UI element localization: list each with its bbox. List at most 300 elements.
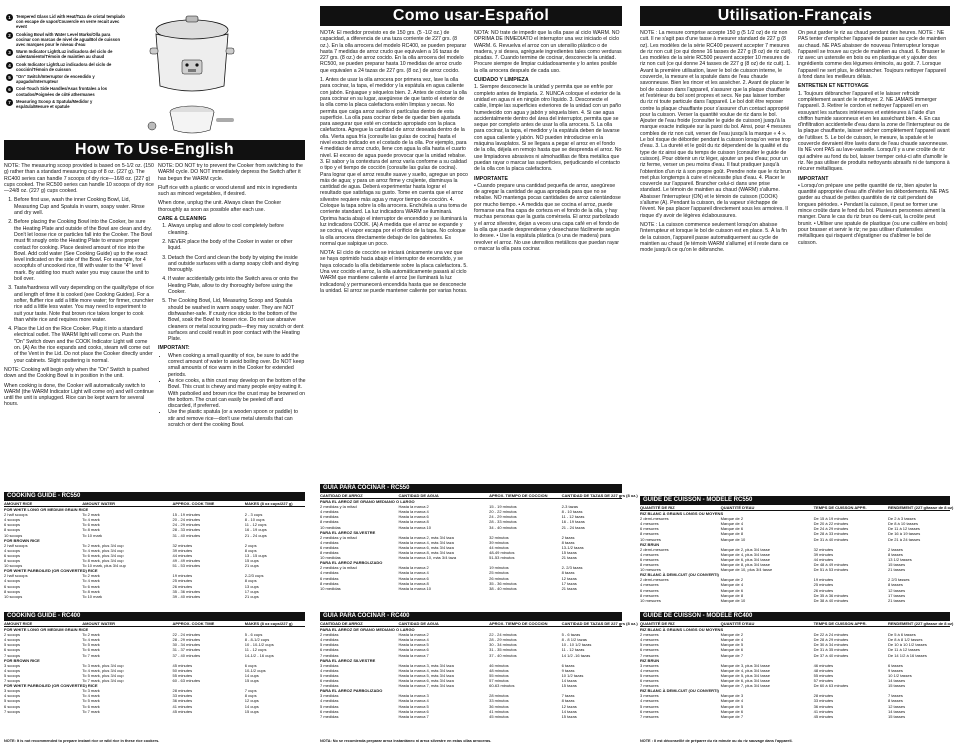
table-cell: 5 scoops: [4, 698, 21, 704]
table-cell: 8 - 8-1/2 cups: [244, 637, 270, 643]
table-cell: 10 scoops: [4, 593, 23, 599]
table-cell: 31 - 35 minutos: [489, 647, 517, 653]
table-section-label: PARA EL ARROZ DE GRANO MEDIANO O LARGO: [320, 499, 415, 505]
table-title: GUIA PARA COCINAR - RC550: [320, 484, 622, 493]
table-cell: 32 minutes: [172, 542, 193, 548]
table-cell: 28 - 29 minutos: [489, 637, 517, 643]
table-cell: 8 mesures: [640, 562, 659, 568]
table-title: GUIA PARA COCINAR - RC400: [320, 612, 622, 621]
table-cell: 10-1/2 cups: [244, 667, 266, 673]
right-handle: [226, 48, 234, 54]
legend-text: Tempered Glass Lid with Heat/Taza de cristal templado con escape de vapor/Couvercle en verre recuit avec event: [16, 14, 125, 30]
table-cell: Marque de 2: [720, 632, 744, 638]
table-section-label: FOR BROWN RICE: [4, 657, 40, 663]
table-section-label: RIZ BLANC À DEMI-CUIT (OU CONVERTI): [640, 688, 719, 694]
table-cell: Marque de 4: [720, 637, 744, 643]
english-note-warm: NOTE: DO NOT try to prevent the Cooker from switching to the WARM cycle. DO NOT immediately depress the Switch after it has begun the WARM cycle.: [158, 163, 303, 182]
english-care-item: 2. NEVER place the body of the Cooker in water or other liquid.: [168, 239, 306, 252]
table-cell: 4 scoops: [4, 667, 21, 673]
table-cell: 11 - 12 tazas: [561, 514, 585, 520]
table-cell: De 8 à 10 tasses: [887, 521, 919, 527]
table-cell: To 2 mark: [82, 512, 100, 518]
legend-item: [6, 99, 126, 109]
table-cell: 25 minutos: [489, 570, 509, 576]
table-cell: Hasta la marca 4: [398, 570, 429, 576]
scoop-shape: [148, 122, 156, 130]
table-cell: Hasta la marca 7: [398, 652, 429, 658]
table-cell: To 5 mark, plus 3/4 cup: [82, 672, 124, 678]
table-cell: 8 medidas: [320, 519, 339, 525]
table-cell: 15 cups: [244, 678, 259, 684]
table-cell: 21 cups: [244, 593, 259, 599]
table-cell: De 38 à 40 minutes: [813, 597, 849, 603]
table-header-cell: APROX. TIEMPO DE COCCION: [489, 621, 548, 626]
table-cell: 7 mesures: [640, 652, 659, 658]
table-cell: 20 - 22 minutos: [489, 509, 517, 515]
table-section-label: PARA EL ARROZ PARBOLIZADO: [320, 560, 383, 566]
legend-number-badge: 5: [6, 74, 13, 81]
table-cell: 8 scoops: [4, 527, 21, 533]
table-cell: 5 - 6 cups: [244, 632, 263, 638]
table-cell: 45 minutes: [813, 713, 834, 719]
table-cell: To 6 mark, plus 3/4 cup: [82, 552, 124, 558]
table-cell: De 60 à 63 minutes: [813, 683, 849, 689]
table-row: [640, 537, 950, 542]
table-cell: 48 minutes: [813, 667, 834, 673]
table-cell: 10 mesures: [640, 597, 661, 603]
table-cell: 6 cups: [244, 662, 257, 668]
legend-number-badge: 2: [6, 32, 13, 39]
table-row: [4, 533, 305, 538]
table-cell: 3 medidas: [320, 662, 339, 668]
english-note-start: NOTE: Cooking will begin only when the "On" Switch is pushed down and the Cooking Bowl is in position in the unit.: [4, 366, 149, 380]
table-cell: Hasta la marca 3, más 3/4 taza: [398, 662, 454, 668]
table-cell: 20 - 24 minutes: [172, 517, 201, 523]
table-cell: 55 minutes: [813, 672, 834, 678]
table-cell: 7 medidas: [320, 713, 339, 719]
table-cell: 5 medidas: [320, 703, 339, 709]
table-cell: 15 - 19 minutos: [489, 504, 517, 510]
table-cell: 31 - 37 minutes: [172, 647, 201, 653]
table-cell: Marque de 7: [720, 652, 744, 658]
table-cell: 8 mesures: [640, 592, 659, 598]
table-cell: 26 minutes: [813, 587, 834, 593]
table-cell: 19 minutes: [172, 573, 193, 579]
spanish-steps: 1. Antes de usar la olla arrocera por primera vez, lave la olla para cocinar, la tapa, el medidor y la espátula en agua caliente con jabón. Enjuague y séquelos bien. 2. Antes de colocar la olla para cocinar en su lugar, asegúrese de que tanto el exterior de la olla como la placa calefactora estén limpias y secas. No permita que caiga arroz suelto ni partículas dentro de esta superficie. La olla para cocinar debe de quedar bien ajustada para asegurar que esté en contacto apropiado con la placa calefactora. Agregue la cantidad de arroz deseada dentro de la olla. Vierta agua fría (consulte las guías de cocina) hasta el nivel exacto indicado en el costado de la olla. Por ejemplo, para 4 medidas de arroz crudo, llene con agua la olla hasta el cuarto nivel. El exceso de agua puede provocar que la unidad rebalse. 3. El sabor y la contextura del arroz varía conforme a su calidad o tipo y el tiempo de cocción (consulte las guías de cocina). Para lograr que el arroz resulte suave y suelto, agregue un poco más de agua; y para un arroz firme y crujiente, disminuya la cantidad de agua. Deberá experimentar hasta lograr el resultado que satisfaga su gusto. Tome en cuenta que el arroz silvestre requiere más agua y mayor tiempo de cocción. 4. Coloque la tapa sobre la olla arrocera. Enchúfela a una toma de corriente standard. La luz indicadora WARM se iluminará. Oprima hacia abajo el interruptor de encendido y se iluminará la luz indicadora COOK. (A) A medida que el arroz se expande y se cocina, el vapor escapa por el orificio de la tapa. No coloque la olla arrocera directamente debajo de los gabinetes. Es normal que salpique un poco.: [320, 77, 468, 247]
table-cell: 12 tazas: [561, 703, 577, 709]
table-cell: 4 scoops: [4, 578, 21, 584]
table-cell: 24 - 29 minutos: [489, 514, 517, 520]
table-cell: 46 minutos: [489, 662, 509, 668]
table-cell: 48 minutos: [489, 667, 509, 673]
table-cell: Marque de 4, plus 3/4 tasse: [720, 551, 770, 557]
table-row: [4, 594, 305, 599]
rice-cooker-diagram: [146, 8, 238, 140]
table-cell: 28 - 33 minutos: [489, 519, 517, 525]
table-cell: Hasta la marca 6: [398, 575, 429, 581]
table-header-cell: TEMPS DE CUISSON APPR.: [813, 621, 867, 626]
french-important-heading: IMPORTANT: [798, 175, 829, 182]
table-cell: 21 tasses: [887, 597, 906, 603]
table-cell: 35 - 36 minutes: [172, 588, 201, 594]
table-cell: 15 cups: [244, 558, 259, 564]
spanish-care-text: 1. Siempre desconecte la unidad y permita que se enfríe por completo antes de limpiarla. 2. NUNCA coloque el exterior de la unidad en agua ni en ningún otro líquido. 3. Desconecte el cable, limpie las superficies exteriores de la unidad con un paño humedecido con agua y jabón y séquela bien. 4. Si cae agua accidentalmente dentro del área del interruptor, permita que se seque por completo antes de usar la olla arrocera. 5. La olla para cocinar, la tapa, el medidor y la espátula deben de lavarse con agua caliente y jabón. NO pueden introducirse en la máquina lavaplatos. Si se llegara a pegar el arroz en el fondo de la olla, déjela en remojo hasta que se desprenda el arroz. No use limpiadores abrasivos ni almohadillas de fibra metálica que puedan rayar o marcar las superficies, perjudicando el contacto de la olla con la placa calefactora.: [474, 84, 622, 173]
table-header-cell: QUANTITÉ D'EAU: [720, 505, 755, 510]
table-cell: 5 - 6 tazas: [561, 632, 581, 638]
table-cell: Marque de 6, plus 3/4 tasse: [720, 678, 770, 684]
table-cell: De 10 à 10 1/2 tasses: [887, 642, 927, 648]
table-cell: Hasta la marca 6: [398, 514, 429, 520]
table-cell: 8 mesures: [640, 531, 659, 537]
table-cell: 8 tazas: [561, 539, 575, 545]
table-cell: Marque de 4: [720, 698, 744, 704]
english-col-1: [4, 163, 154, 411]
table-cell: 10 mesures: [640, 567, 661, 573]
table-cell: 39 minutos: [489, 539, 509, 545]
table-cell: De 31 à 35 minutes: [813, 647, 849, 653]
table-cell: 21 tasses: [887, 567, 906, 573]
table-cell: 9 tazas: [561, 667, 575, 673]
table-cell: Marque de 6: [720, 647, 744, 653]
table-cell: De 51 à 53 minutes: [813, 567, 849, 573]
table-cell: 5 medidas: [320, 672, 339, 678]
english-step: 3. Taste/hardness will vary depending on the quality/type of rice and length of time it is cooked (see Cooking Guides). For a softer, fluffier rice add a little more water; for firmer, crunchier rice add a little less water. You may need to experiment to suit your taste. Note that brown rice takes longer to cook than white rice and requires more water.: [14, 285, 154, 323]
table-cell: 15 tazas: [561, 550, 577, 556]
table-cell: 15 tasses: [887, 562, 906, 568]
table-cell: 26 minutes: [172, 583, 193, 589]
table-cell: 4 mesures: [640, 551, 659, 557]
table-cell: To 2 mark: [82, 632, 100, 638]
table-section-label: RIZ BLANC À DEMI-CUIT (OU CONVERTI): [640, 572, 719, 578]
table-cell: 25 minutes: [813, 582, 834, 588]
table-cell: 22 - 24 minutos: [489, 632, 517, 638]
table-cell: 13-1/2 tazas: [561, 544, 584, 550]
french-banner: Utilisation-Français: [640, 6, 950, 26]
table-header-cell: RENDEMENT (227 g/tasse de 8 oz): [887, 621, 954, 626]
legend-text: Cool-Touch Side Handles/Asas frontales a los costados/Poignées de côté athermanes: [16, 86, 108, 97]
table-cell: 15 tasses: [887, 713, 906, 719]
legend-item: [6, 62, 126, 72]
table-es-rc400: [320, 612, 638, 719]
table-cell: 35 - 36 minutos: [489, 580, 517, 586]
table-cell: 2 medidas y la mitad: [320, 534, 357, 540]
table-header-cell: APROX. TIEMPO DE COCCION: [489, 493, 548, 498]
table-cell: 8 cups: [244, 693, 257, 699]
legend-text: Measuring Scoop & Spatula/Medidor y espátula/Mesure et spatule: [16, 98, 93, 110]
table-cell: De 28 à 29 minutes: [813, 637, 849, 643]
table-cell: 50 minutes: [172, 667, 193, 673]
spanish-col-2: [474, 30, 622, 255]
table-section-label: FOR WHITE LONG OR MEDIUM GRAIN RICE: [4, 627, 89, 633]
table-cell: 2 demi-mesures: [640, 546, 669, 552]
table-cell: 2 demi-mesures: [640, 516, 669, 522]
table-cell: 6 tasses: [887, 662, 903, 668]
legend-item: [6, 14, 126, 30]
french-table-note: NOTE : Il est déconseillé de préparer du riz minute ou du riz sauvage dans l'appareil.: [640, 739, 793, 743]
table-cell: 4 medidas: [320, 637, 339, 643]
legend-item: [6, 74, 126, 84]
table-cell: Marque de 4, plus 3/4 tasse: [720, 667, 770, 673]
table-cell: 16 - 19 tazas: [561, 519, 585, 525]
table-cell: 26 minutos: [489, 575, 509, 581]
table-cell: 9 tasses: [887, 667, 903, 673]
table-cell: 21 tazas: [561, 555, 577, 561]
table-cell: 6 scoops: [4, 522, 21, 528]
english-care-item: 5. The Cooking Bowl, Lid, Measuring Scoop and Spatula should be washed in warm soapy water. They are NOT dishwasher-safe. If crusty rice sticks to the bottom of the Bowl, soak the Bowl to loosen rice. Do not use abrasive cleaners or metal scouring pads—they may scratch or dent surfaces and could result in poor contact with the Heating Plate.: [168, 298, 306, 342]
table-cell: 4 mesures: [640, 582, 659, 588]
table-cell: 6 medidas: [320, 678, 339, 684]
table-cell: Hasta la marca 8, más 3/4 taza: [398, 550, 454, 556]
table-cell: 5 scoops: [4, 672, 21, 678]
table-cell: To 6 mark: [82, 583, 100, 589]
table-cell: 25 minutes: [172, 578, 193, 584]
table-cell: 45 minutes: [172, 708, 193, 714]
table-cell: To 4 mark: [82, 693, 100, 699]
english-care-heading: CARE & CLEANING: [158, 216, 207, 223]
english-important-item: • Use the plastic spatula (or a wooden spoon or paddle) to stir and remove rice—don't use metal utensils that can scratch or dent the cooking Bowl.: [168, 409, 306, 428]
spanish-note-scoop: NOTA: El medidor provisto es de 150 grs. (5 -1/2 oz.) de capacidad, a diferencia de una taza corriente de 227 grs. (8 oz.). En la olla arrocera del modelo RC400, se pueden preparar hasta 7 medidas de arroz crudo que equivalen a 16 tazas de 227 grs. (8 oz.) de arroz cocido. En la olla arrocera del modelo RC500, se pueden preparar hasta 10 medidas de arroz crudo que equivalen a 24 tazas de 227 grs. (8 oz.) de arroz cocido.: [320, 30, 467, 74]
table-header-cell: MAKES (8 oz cups/227 g): [244, 501, 293, 506]
left-handle: [150, 48, 158, 54]
table-header-cell: AMOUNT RICE: [4, 501, 33, 506]
table-cell: 14 cups: [244, 672, 259, 678]
table-fr-rc400: [640, 612, 954, 719]
table-cell: 6 scoops: [4, 552, 21, 558]
table-cell: 2 demi-mesures: [640, 577, 669, 583]
table-cell: Hasta la marca 10: [398, 524, 431, 530]
table-cell: 28 minutes: [172, 688, 193, 694]
table-cell: Marque de 2: [720, 577, 744, 583]
table-cell: 13 1/2 tasses: [887, 556, 912, 562]
table-cell: 28 minutes: [813, 693, 834, 699]
table-cell: Marque de 4: [720, 582, 744, 588]
english-important-heading: IMPORTANT:: [158, 345, 190, 352]
table-cell: 6 medidas: [320, 575, 339, 581]
table-row: [640, 598, 950, 603]
table-header-cell: TEMPS DE CUISSON APPR.: [813, 505, 867, 510]
table-cell: 16 - 19 cups: [244, 527, 267, 533]
table-header-cell: MAKES (8 oz cups/227 g): [244, 621, 293, 626]
table-cell: Marque de 2: [720, 516, 744, 522]
table-header-cell: CANTIDAD DE AGUA: [398, 493, 439, 498]
table-cell: 33 minutes: [813, 698, 834, 704]
english-care-item: 3. Detach the Cord and clean the body by wiping the inside and outside surfaces with a damp soapy cloth and drying thoroughly.: [168, 255, 306, 274]
table-cell: 8 tasses: [887, 698, 903, 704]
table-row: [4, 653, 305, 658]
table-cell: 15 - 19 minutes: [172, 512, 201, 518]
table-cell: 7 scoops: [4, 708, 21, 714]
table-cell: 3 medidas: [320, 693, 339, 699]
table-cell: 51 - 53 minutes: [172, 563, 201, 569]
table-cell: 7 medidas: [320, 683, 339, 689]
table-cell: 7 tazas: [561, 693, 575, 699]
table-cell: 57 minutos: [489, 678, 509, 684]
table-cell: De 8 à 8 1/2 tasses: [887, 637, 923, 643]
table-cell: 10 - 10 1/2 tazas: [561, 642, 592, 648]
french-care-text: 1. Toujours débrancher l'appareil et le laisser refroidir complètement avant de le nettoyer. 2. NE JAMAIS immerger l'appareil. 3. Retirer le cordon et nettoyer l'appareil en en essuyant les surfaces intérieures et extérieures à l'aide d'un chiffon humide savonneux et en les asséchant bien. 4. En cas d'infiltration accidentelle d'eau dans la zone de l'interrupteur ou de la plaque chauffante, laisser sécher complètement l'appareil avant de l'utiliser. 5. Le bol de cuisson, le mesure, la spatule et le couvercle devraient être lavés dans de l'eau chaude savonneuse. Ils NE vont PAS au lave-vaisselle. Lorsqu'il y a une croûte de riz qui adhère au fond du bol, laisser tremper celui-ci afin d'amollir le riz. Ne pas utiliser de produits nettoyants abrasifs ni de tampons à récurer métalliques.: [798, 90, 950, 173]
table-cell: 41 minutes: [172, 703, 193, 709]
table-cell: De 48 à 49 minutes: [813, 562, 849, 568]
table-cell: 8 tasses: [887, 551, 903, 557]
table-cell: 30 - 34 minutos: [489, 642, 517, 648]
table-cell: 6 medidas: [320, 647, 339, 653]
table-header-cell: CANTIDAD DE AGUA: [398, 621, 439, 626]
table-cell: To 4 mark: [82, 578, 100, 584]
table-cell: 8 tasses: [887, 582, 903, 588]
table-row: [320, 586, 622, 591]
table-cell: 14 cups: [244, 703, 259, 709]
switch-shape: [188, 69, 196, 72]
table-cell: Marque de 8, plus 3/4 tasse: [720, 562, 770, 568]
table-cell: 2 medidas y la mitad: [320, 565, 357, 571]
table-cell: 6 medidas: [320, 708, 339, 714]
english-col-2: [158, 163, 306, 428]
table-cell: 14-1/2 - 16 cups: [244, 652, 274, 658]
table-section-label: FOR WHITE LONG OR MEDIUM GRAIN RICE: [4, 507, 89, 513]
table-cell: 4 mesures: [640, 667, 659, 673]
table-cell: De 2 à 3 tasses: [887, 516, 916, 522]
table-header-cell: QUANTITÉ D'EAU: [720, 621, 755, 626]
table-cell: 8 medidas: [320, 580, 339, 586]
table-cell: To 2 mark, plus 3/4 cup: [82, 542, 124, 548]
table-header-cell: QUANTITÉ DE RIZ: [640, 621, 675, 626]
table-cell: To 5 mark: [82, 642, 100, 648]
table-cell: 7 scoops: [4, 678, 21, 684]
table-header-cell: APPROX. COOK TIME: [172, 621, 215, 626]
table-header-cell: RENDEMENT (227 g/tasse de 8 oz): [887, 505, 954, 510]
table-section-label: RIZ BLANC À GRAINS LONGS OU MOYENS: [640, 511, 724, 517]
table-en-rc550: [4, 492, 305, 599]
table-cell: 36 minutes: [813, 703, 834, 709]
table-cell: 15 tazas: [561, 713, 577, 719]
table-row: [320, 714, 622, 719]
table-cell: 6 scoops: [4, 703, 21, 709]
table-cell: 5 medidas: [320, 642, 339, 648]
table-cell: To 6 mark: [82, 647, 100, 653]
table-cell: Hasta la marca 8: [398, 519, 429, 525]
table-section-label: RIZ BRUN: [640, 657, 660, 663]
table-cell: 19 minutos: [489, 565, 509, 571]
table-cell: 7 cups: [244, 688, 257, 694]
table-cell: 4 scoops: [4, 693, 21, 699]
table-cell: 2 - 3 cups: [244, 512, 263, 518]
table-cell: 28 minutos: [489, 693, 509, 699]
table-cell: 12 tasses: [887, 703, 906, 709]
spanish-important-heading: IMPORTANTE: [474, 175, 508, 182]
table-fr-rc550: [640, 496, 954, 603]
table-cell: 14 1/2 -16 tazas: [561, 652, 591, 658]
legend-item: [6, 49, 126, 59]
table-cell: 55 minutos: [489, 672, 509, 678]
table-cell: Marque de 7, plus 3/4 tasse: [720, 683, 770, 689]
table-cell: 8 medidas: [320, 550, 339, 556]
table-cell: 10 1/2 tasses: [887, 672, 912, 678]
table-cell: 19 minutes: [813, 577, 834, 583]
table-cell: 44 minutes: [813, 556, 834, 562]
table-header-cell: CANTIDAD DE ARROZ: [320, 493, 363, 498]
table-cell: 36 minutes: [172, 698, 193, 704]
table-cell: 8 cups: [244, 547, 257, 553]
table-cell: De 24 à 29 minutes: [813, 526, 849, 532]
table-cell: 11 - 12 tazas: [561, 647, 585, 653]
cook-light-shape: [195, 63, 198, 66]
table-cell: 60-63 minutos: [489, 683, 515, 689]
table-cell: Hasta la marca 6, más 3/4 taza: [398, 544, 454, 550]
spanish-banner: Como usar-Español: [320, 6, 622, 26]
table-cell: De 21 à 24 tasses: [887, 536, 921, 542]
table-cell: 33 minutos: [489, 698, 509, 704]
table-cell: 12 tazas: [561, 575, 577, 581]
french-care-heading: ENTRETIEN ET NETTOYAGE: [798, 83, 869, 90]
table-cell: Hasta la marca 4: [398, 637, 429, 643]
table-section-label: RIZ BRUN: [640, 541, 660, 547]
table-cell: 8 tazas: [561, 698, 575, 704]
english-banner: How To Use-English: [4, 140, 305, 160]
table-cell: Hasta la marca 4: [398, 509, 429, 515]
table-cell: 7 scoops: [4, 652, 21, 658]
table-cell: 5 mesures: [640, 703, 659, 709]
table-cell: To 3 mark, plus 3/4 cup: [82, 662, 124, 668]
table-cell: 3 mesures: [640, 693, 659, 699]
french-text-3: On peut garder le riz au chaud pendant des heures. NOTE : NE PAS tenter d'empêcher l'appareil de passer au cycle de maintien au chaud. NE PAS abaisser de nouveau l'interrupteur lorsque l'appareil se trouve au cycle de maintien au chaud. 6. Brasser le riz avec un ustensile en bois ou en plastique et y ajouter des ingrédients comme des légumes émincés, au goût. 7. Lorsque l'appareil ne sert plus, le débrancher. Toujours nettoyer l'appareil à fond dans les meilleurs délais.: [798, 30, 947, 81]
table-cell: 33 minutes: [172, 693, 193, 699]
table-cell: To 8 mark: [82, 588, 100, 594]
table-cell: Marque de 6, plus 3/4 tasse: [720, 556, 770, 562]
table-cell: 14 tazas: [561, 678, 577, 684]
table-cell: 2-2/3 cups: [244, 573, 264, 579]
english-important-item: • As rice cooks, a thin crust may develop on the bottom of the Bowl. This crust is chewy and many people enjoy eating it. With parboiled and brown rice the crust may be browned on the bottom. The crust can easily be peeled off and discarded, if preferred.: [168, 378, 306, 409]
spatula-shape: [216, 118, 234, 122]
legend-item: [6, 86, 126, 96]
table-cell: Marque de 8: [720, 592, 744, 598]
legend-text: Warm Indicator Light/Luz indicadora del ciclo de calentamiento/Témoin de maintien au chaud: [16, 49, 113, 60]
table-cell: 49 - 49 minutes: [172, 558, 201, 564]
table-header-cell: CANTIDAD DE TAZAS DE 227 grs (8 oz.): [561, 621, 638, 626]
table-cell: 24 - 29 minutes: [172, 522, 201, 528]
table-cell: 6 scoops: [4, 647, 21, 653]
table-cell: 3 scoops: [4, 688, 21, 694]
table-cell: Marque de 3, plus 3/4 tasse: [720, 662, 770, 668]
english-care-list: [158, 223, 306, 342]
table-cell: De 37 à 40 minutes: [813, 652, 849, 658]
table-cell: 11 - 12 cups: [244, 647, 267, 653]
table-row: [640, 653, 950, 658]
spanish-col-1: [320, 30, 468, 297]
warm-light-shape: [185, 63, 188, 66]
table-cell: Hasta la marca 2: [398, 632, 429, 638]
table-cell: 2 medidas y la mitad: [320, 504, 357, 510]
table-title: COOKING GUIDE - RC400: [4, 612, 305, 621]
table-cell: Marque de 6: [720, 526, 744, 532]
table-cell: De 30 à 34 minutes: [813, 642, 849, 648]
legend-item: [6, 32, 126, 48]
legend-text: "On" Switch/Interruptor de encendido y apagado/Interrupteur: [16, 74, 95, 85]
table-cell: Marque de 10: [720, 536, 746, 542]
table-en-rc400: [4, 612, 305, 714]
table-cell: 8 tazas: [561, 570, 575, 576]
table-cell: 60 - 63 minutes: [172, 678, 201, 684]
table-cell: 34 - 40 minutos: [489, 524, 517, 530]
table-cell: 38 - 40 minutos: [489, 585, 517, 591]
table-cell: 15 tasses: [887, 683, 906, 689]
table-cell: 10 scoops: [4, 532, 23, 538]
table-cell: 10 - 10-1/2 cups: [244, 642, 274, 648]
english-care-item: 4. If water accidentally gets into the Switch area or onto the Heating Plate, allow to dry thoroughly before using the Cooker.: [168, 276, 306, 295]
table-cell: Marque de 5: [720, 703, 744, 709]
table-cell: To 6 mark: [82, 522, 100, 528]
table-cell: 55 minutes: [172, 672, 193, 678]
table-cell: 12 cups: [244, 698, 259, 704]
